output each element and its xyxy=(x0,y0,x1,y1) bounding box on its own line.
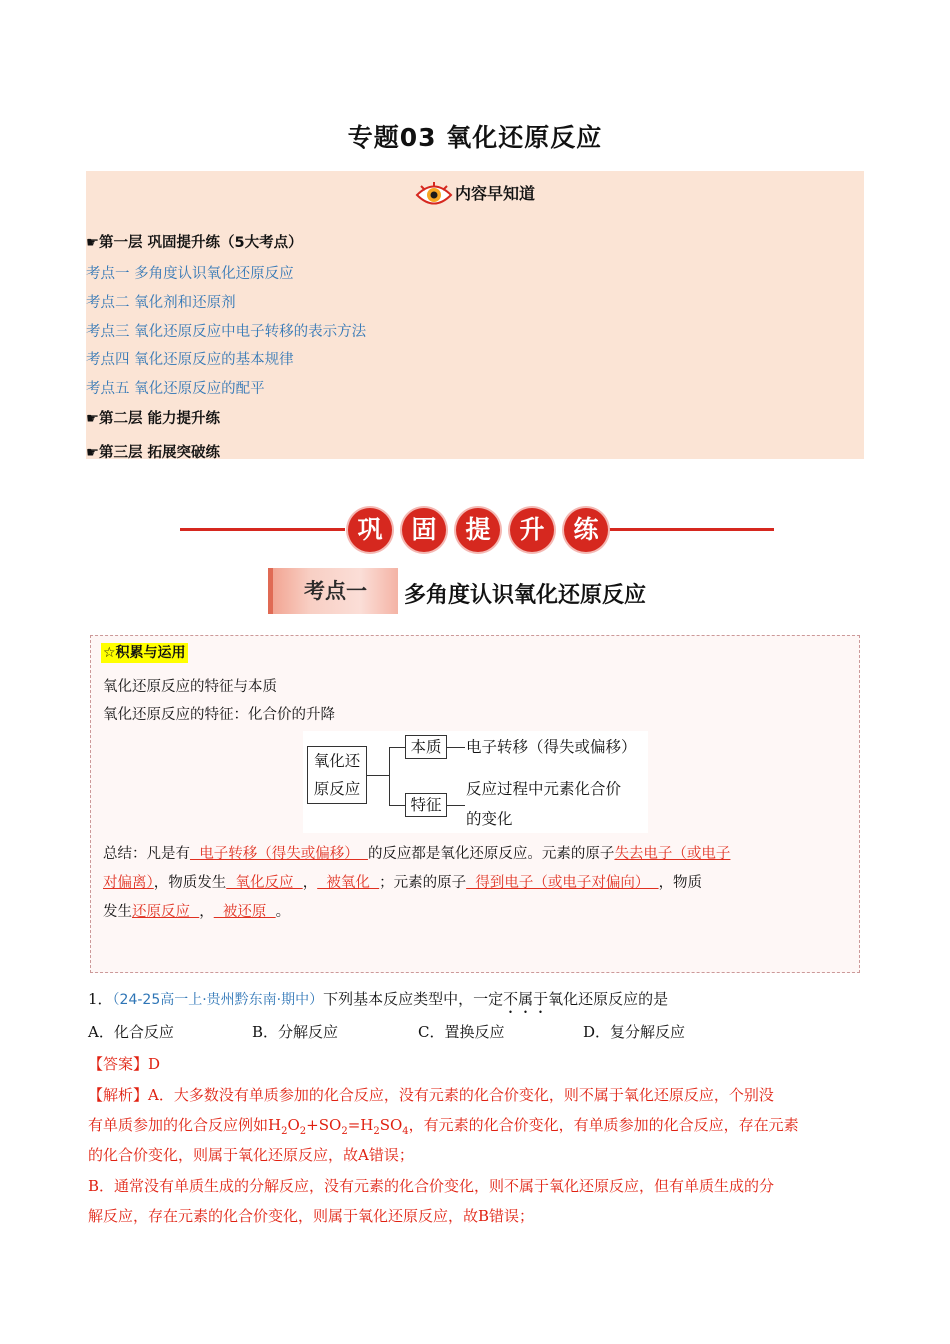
summary-text: 总结：凡是有 xyxy=(103,846,190,862)
question-text: 氧化还原反应的是 xyxy=(548,990,669,1008)
toc-layer-1[interactable]: ☛第一层 巩固提升练（5大考点） xyxy=(86,235,303,251)
equation: $_2O_2+SO_2=H_2SO_4$ xyxy=(281,1116,409,1137)
question-source[interactable]: （24-25高一上·贵州黔东南·期中） xyxy=(112,992,324,1008)
banner-char: 固 xyxy=(402,508,446,552)
banner-rule-right xyxy=(605,528,774,531)
diagram-feature-box xyxy=(405,793,447,817)
analysis-line: B．通常没有单质生成的分解反应，没有元素的化合价变化，则不属于氧化还原反应，但有单质生成的分 xyxy=(88,1177,775,1195)
answer-line: 【答案】D xyxy=(88,1055,161,1073)
toc-header xyxy=(86,181,864,208)
toc-panel xyxy=(86,171,864,459)
diagram-root-text: 氧化还 xyxy=(313,752,361,770)
knowledge-line: 氧化还原反应的特征：化合价的升降 xyxy=(103,707,335,723)
section-banner xyxy=(180,505,774,555)
banner-char: 巩 xyxy=(348,508,392,552)
summary-text: ；元素的原子 xyxy=(379,875,467,891)
summary-answer: 失去电子（或电子 xyxy=(614,846,731,862)
banner-char: 练 xyxy=(564,508,608,552)
toc-header-label: 内容早知道 xyxy=(454,184,535,203)
diagram-connector xyxy=(389,747,405,748)
knowledge-box xyxy=(90,635,860,973)
summary-answer: 得到电子（或电子对偏向） xyxy=(466,875,659,891)
option-a[interactable]: A．化合反应 xyxy=(88,1023,174,1041)
page-title: 专题03 氧化还原反应 xyxy=(347,123,603,152)
question-stem xyxy=(88,988,668,1017)
analysis-text: 有单质参加的化合反应例如H xyxy=(88,1116,282,1134)
diagram-connector xyxy=(447,747,465,748)
toc-point-4[interactable]: 考点四 氧化还原反应的基本规律 xyxy=(86,352,294,368)
option-c[interactable]: C．置换反应 xyxy=(418,1023,505,1041)
diagram-essence-box xyxy=(405,735,447,759)
summary-text: 的反应都是氧化还原反应。元素的原子 xyxy=(367,846,615,862)
diagram-essence-text: 电子转移（得失或偏移） xyxy=(466,738,637,756)
diagram-connector xyxy=(447,805,465,806)
analysis-text: ，有元素的化合价变化，有单质参加的化合反应，存在元素 xyxy=(408,1116,799,1134)
eye-icon xyxy=(415,182,453,208)
section-tab xyxy=(268,568,398,614)
concept-diagram xyxy=(303,731,648,833)
toc-point-5[interactable]: 考点五 氧化还原反应的配平 xyxy=(86,381,265,397)
section-title: 多角度认识氧化还原反应 xyxy=(404,583,647,608)
toc-point-3[interactable]: 考点三 氧化还原反应中电子转移的表示方法 xyxy=(86,324,367,340)
analysis-line xyxy=(88,1114,799,1137)
diagram-essence-label: 本质 xyxy=(410,738,442,756)
diagram-connector xyxy=(367,775,389,776)
toc-point-2[interactable]: 考点二 氧化剂和还原剂 xyxy=(86,295,236,311)
analysis-line: 解反应，存在元素的化合价变化，则属于氧化还原反应，故B错误； xyxy=(88,1207,535,1225)
banner-rule-left xyxy=(180,528,345,531)
banner-char: 升 xyxy=(510,508,554,552)
summary-text: ，物质发生 xyxy=(153,875,227,891)
knowledge-line: 氧化还原反应的特征与本质 xyxy=(103,679,277,695)
diagram-feature-label: 特征 xyxy=(410,796,442,814)
toc-layer-2[interactable]: ☛第二层 能力提升练 xyxy=(86,411,221,427)
question-text: 下列基本反应类型中，一定 xyxy=(323,990,504,1008)
diagram-connector xyxy=(389,805,405,806)
diagram-connector xyxy=(389,747,390,805)
summary-line-2 xyxy=(103,873,702,893)
summary-line-3 xyxy=(103,902,290,922)
summary-answer: 被还原 xyxy=(213,904,276,920)
analysis-line: 【解析】A．大多数没有单质参加的化合反应，没有元素的化合价变化，则不属于氧化还原反应，个别没 xyxy=(88,1086,774,1104)
toc-layer-3[interactable]: ☛第三层 拓展突破练 xyxy=(86,445,221,461)
diagram-root-box xyxy=(307,746,367,804)
summary-answer: 电子转移（得失或偏移） xyxy=(190,846,368,862)
banner-char: 提 xyxy=(456,508,500,552)
summary-answer: 还原反应 xyxy=(132,904,200,920)
summary-text: 。 xyxy=(275,904,291,920)
summary-answer: 被氧化 xyxy=(317,875,380,891)
knowledge-badge: ☆积累与运用 xyxy=(103,645,186,661)
summary-text: 发生 xyxy=(103,904,132,920)
section-tab-label: 考点一 xyxy=(304,579,367,603)
summary-answer: 对偏离） xyxy=(103,875,154,891)
question-number: 1． xyxy=(88,990,113,1008)
summary-text: ，物质 xyxy=(658,875,703,891)
summary-line-1 xyxy=(103,844,730,864)
analysis-line: 的化合价变化，则属于氧化还原反应，故A错误； xyxy=(88,1146,414,1164)
diagram-root-text: 原反应 xyxy=(313,780,361,798)
option-d[interactable]: D．复分解反应 xyxy=(583,1023,686,1041)
question-emphasis: 不属于 xyxy=(503,990,549,1008)
option-b[interactable]: B．分解反应 xyxy=(252,1023,339,1041)
toc-point-1[interactable]: 考点一 多角度认识氧化还原反应 xyxy=(86,266,294,282)
summary-text: ， xyxy=(302,875,318,891)
diagram-feature-text: 的变化 xyxy=(466,810,513,828)
summary-answer: 氧化反应 xyxy=(226,875,303,891)
diagram-feature-text: 反应过程中元素化合价 xyxy=(466,780,622,798)
summary-text: ， xyxy=(199,904,214,920)
